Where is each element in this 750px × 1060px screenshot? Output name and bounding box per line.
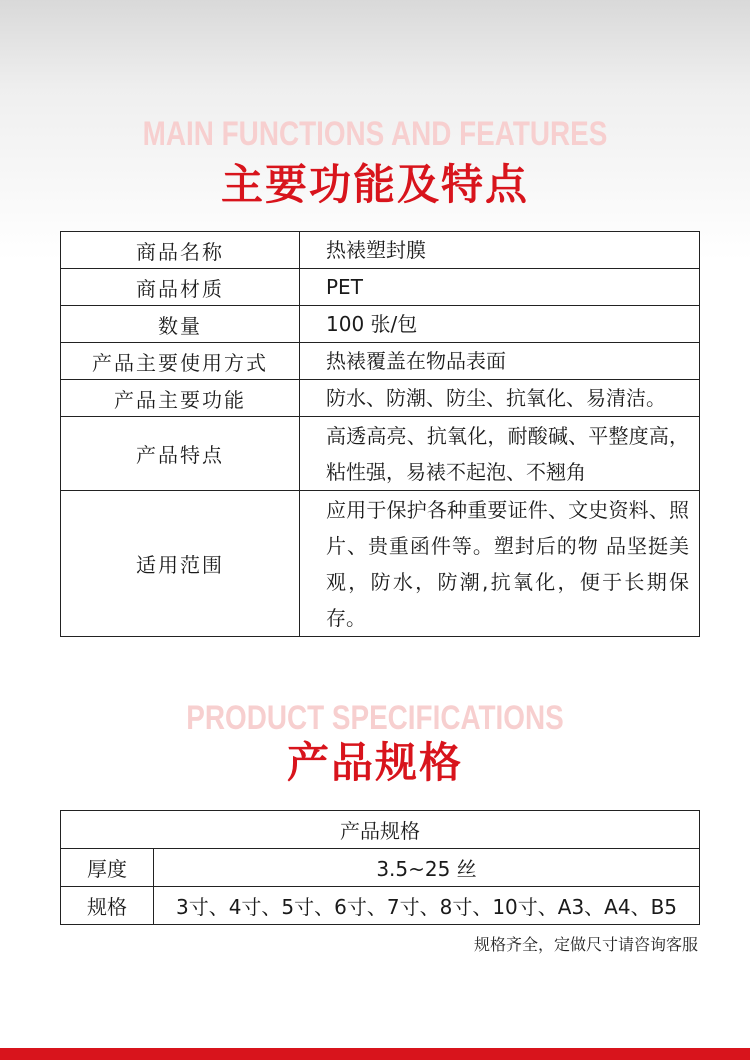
feature-value: 防水、防潮、防尘、抗氧化、易清洁。 (300, 380, 700, 417)
spec-value: 3寸、4寸、5寸、6寸、7寸、8寸、10寸、A3、A4、B5 (154, 887, 700, 925)
specs-en-title: PRODUCT SPECIFICATIONS (186, 699, 564, 737)
feature-value: 热裱塑封膜 (300, 232, 700, 269)
table-row (61, 232, 700, 269)
feature-value: PET (300, 269, 700, 306)
feature-value: 应用于保护各种重要证件、文史资料、照片、贵重函件等。塑封后的物 品坚挺美观，防水，防潮,抗氧化，便于长期保存。 (300, 491, 700, 637)
feature-value: 热裱覆盖在物品表面 (300, 343, 700, 380)
features-table (60, 231, 700, 637)
feature-key: 数量 (61, 306, 300, 343)
specs-cn-title: 产品规格 (286, 738, 463, 787)
specs-table (60, 810, 700, 925)
footer-bar (0, 1048, 750, 1060)
specs-note: 规格齐全，定做尺寸请咨询客服 (473, 935, 698, 954)
specs-header: 产品规格 (61, 811, 700, 849)
table-row (61, 380, 700, 417)
section-features-cn-head (0, 160, 750, 210)
feature-key: 适用范围 (61, 491, 300, 637)
spec-value: 3.5~25 丝 (154, 849, 700, 887)
table-row (61, 849, 700, 887)
section-specs-cn-head (0, 738, 750, 788)
features-cn-title: 主要功能及特点 (220, 160, 529, 209)
feature-key: 商品名称 (61, 232, 300, 269)
feature-key: 商品材质 (61, 269, 300, 306)
table-row (61, 491, 700, 637)
feature-value: 高透高亮、抗氧化，耐酸碱、平整度高，粘性强，易裱不起泡、不翘角 (300, 417, 700, 491)
table-row (61, 887, 700, 925)
spec-key: 厚度 (61, 849, 154, 887)
table-row (61, 343, 700, 380)
feature-value: 100 张/包 (300, 306, 700, 343)
table-row (61, 306, 700, 343)
section-specs-head (0, 700, 750, 736)
spec-key: 规格 (61, 887, 154, 925)
feature-key: 产品主要功能 (61, 380, 300, 417)
table-row (61, 269, 700, 306)
feature-key: 产品特点 (61, 417, 300, 491)
table-row (61, 417, 700, 491)
section-features-head (0, 116, 750, 152)
table-row (61, 811, 700, 849)
feature-key: 产品主要使用方式 (61, 343, 300, 380)
features-en-title: MAIN FUNCTIONS AND FEATURES (142, 115, 608, 153)
